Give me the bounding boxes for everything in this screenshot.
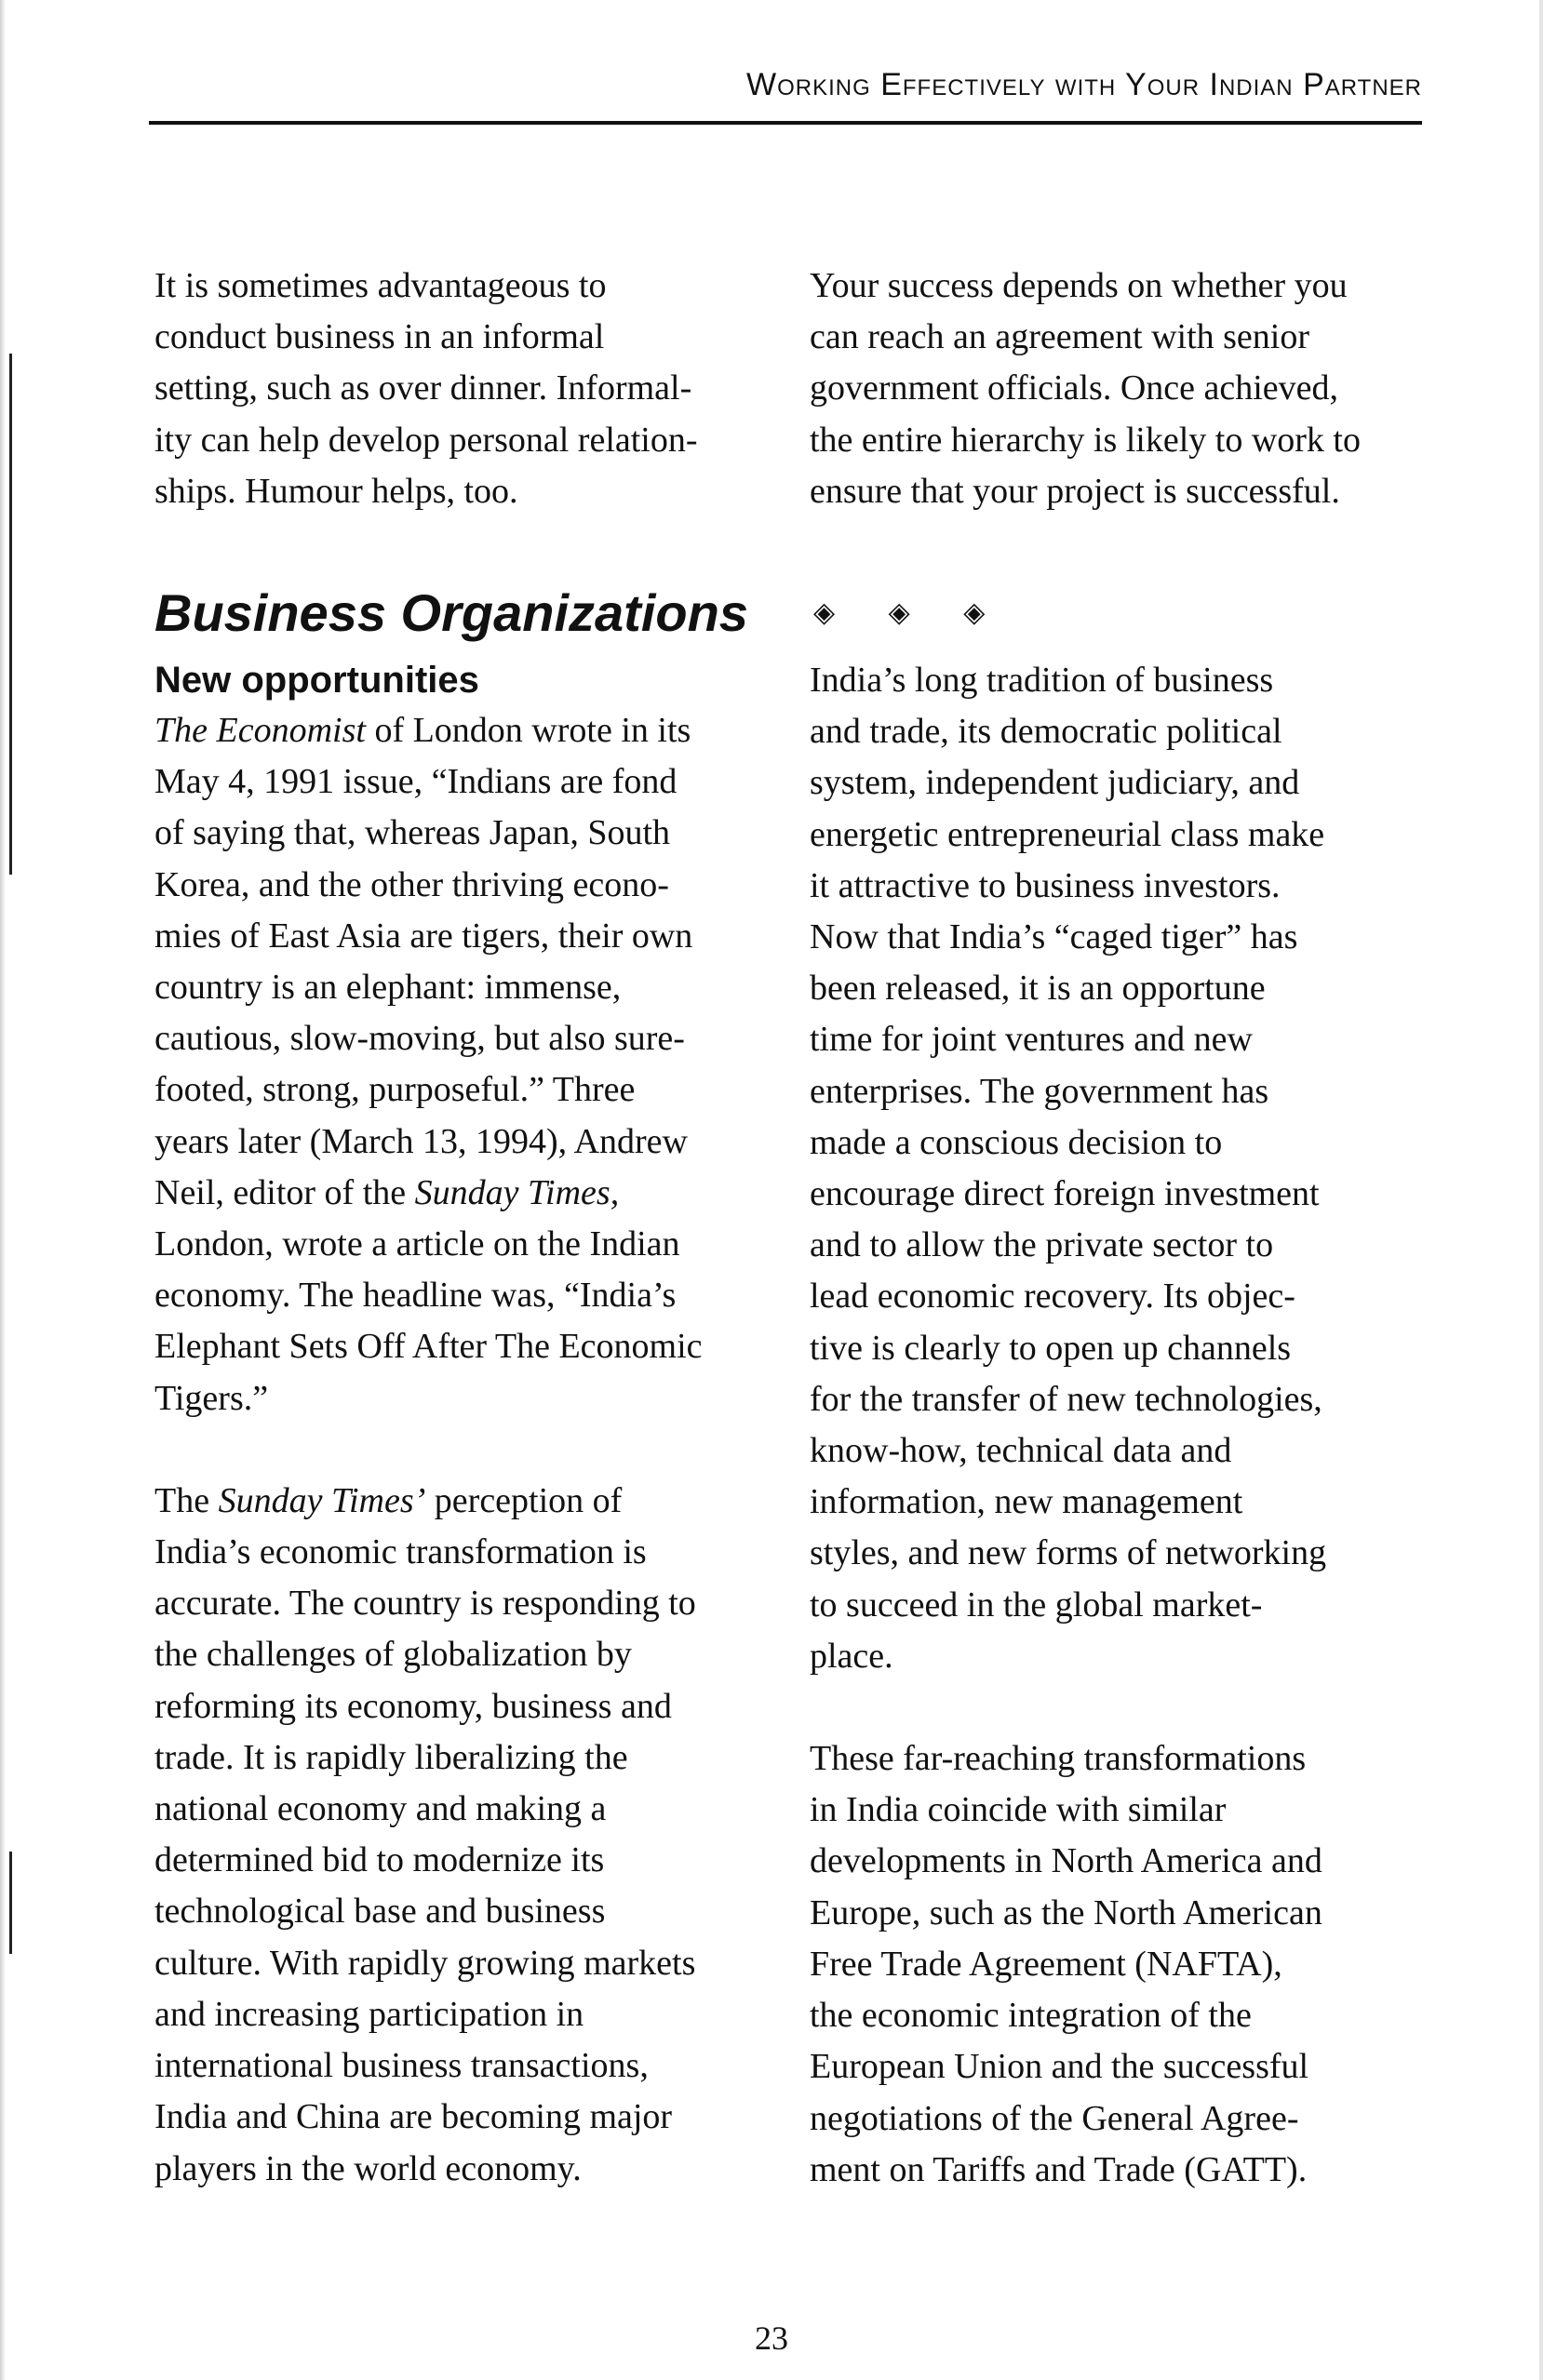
page-number: 23 — [755, 2320, 788, 2357]
running-header: Working Effectively with Your Indian Partner — [746, 67, 1422, 102]
page-edge-shadow — [0, 0, 6, 2380]
diamond-divider: ◈ ◈ ◈ — [813, 596, 1008, 630]
binding-mark — [9, 354, 12, 875]
subsection-title: New opportunities — [154, 660, 479, 702]
intro-paragraph-right: Your success depends on whether you can reach an agreement with senior government officials. Once achieved, the entire hierarchy is likely to work to ensure that your project is successful. — [810, 266, 1361, 511]
page-edge — [1539, 0, 1543, 2380]
intro-paragraph-left: It is sometimes advantageous to conduct business in an informal setting, such as over dinner. Informal- ity can help develop personal relation- ships. Humour helps, too. — [154, 266, 698, 511]
header-rule — [149, 121, 1422, 125]
publication-name: Sunday Times, — [414, 1172, 620, 1212]
publication-name: The Economist — [154, 711, 366, 751]
left-column — [154, 261, 787, 2195]
paragraph-india-tradition: India’s long tradition of business and trade, its democratic political system, independent judiciary, and energetic entrepreneurial class make it attractive to business investors. Now that India’s “caged tiger” has been released, it is an opportune time for joint ventures and new enterprises. The government has made a conscious decision to encourage direct foreign investment and to allow the private sector to lead economic recovery. Its objec- tive is clearly to open up channels for the transfer of new technologies, know-how, technical data and information, new management styles, and new forms of networking to succeed in the global market- place. — [810, 661, 1327, 1676]
paragraph-economist: The Economist of London wrote in its May 4, 1991 issue, “Indians are fond of saying that, whereas Japan, South Korea, and the other thriving econo- mies of East Asia are tigers, their own country is an elephant: immense, cautious, slow-moving, but also sure- footed, strong, purposeful.” Three years later (March 13, 1994), Andrew Neil, editor of the Sunday Times, London, wrote a article on the Indian economy. The headline was, “India’s Elephant Sets Off After The Economic Tigers.” — [154, 711, 703, 1418]
section-title: Business Organizations — [154, 583, 748, 643]
paragraph-sunday-times: The Sunday Times’ perception of India’s economic transformation is accurate. The country is responding to the challenges of globalization by reforming its economy, business and trade. It is rapidly liberalizing the national economy and making a determined bid to modernize its technological base and business culture. With rapidly growing markets and increasing participation in international business transactions, India and China are becoming major players in the world economy. — [154, 1480, 696, 2188]
right-column — [810, 261, 1442, 2196]
binding-mark — [9, 1852, 12, 1954]
paragraph-transformations: These far-reaching transformations in India coincide with similar developments in North America and Europe, such as the North American Free Trade Agreement (NAFTA), the economic integration of the European Union and the successful negotiations of the General Agree- ment on Tariffs and Trade (GATT). — [810, 1739, 1322, 2189]
publication-name: Sunday Times’ — [218, 1480, 426, 1520]
